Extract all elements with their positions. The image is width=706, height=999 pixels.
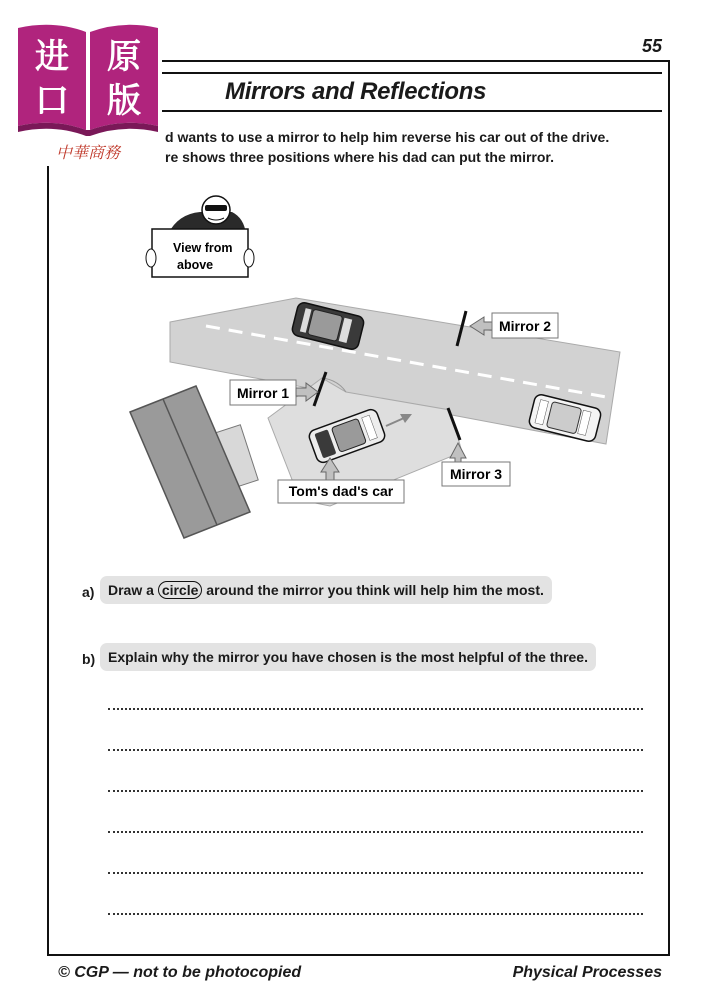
question-b-label: b) bbox=[82, 651, 96, 667]
badge-caption: 中華商務 bbox=[55, 145, 121, 162]
car-label: Tom's dad's car bbox=[288, 483, 394, 499]
sign-line-1: View from bbox=[173, 241, 233, 255]
badge-char-3: 口 bbox=[35, 82, 69, 120]
sunglasses-icon bbox=[205, 205, 227, 211]
badge-char-4: 版 bbox=[107, 82, 141, 120]
question-b bbox=[100, 643, 596, 671]
answer-line-4[interactable] bbox=[108, 831, 643, 833]
mirror-1-label: Mirror 1 bbox=[236, 385, 290, 401]
footer-section: Physical Processes bbox=[512, 964, 662, 981]
sign-line-2: above bbox=[177, 258, 214, 272]
intro-line-1: d wants to use a mirror to help him reverse his car out of the drive. bbox=[165, 129, 610, 145]
house bbox=[130, 386, 258, 538]
mirror-3-label: Mirror 3 bbox=[449, 466, 503, 482]
badge-char-1: 进 bbox=[35, 38, 69, 76]
answer-line-3[interactable] bbox=[108, 790, 643, 792]
character-with-sign bbox=[146, 196, 254, 277]
mirror-2-label: Mirror 2 bbox=[498, 318, 552, 334]
answer-line-1[interactable] bbox=[108, 708, 643, 710]
intro-line-2: re shows three positions where his dad can put the mirror. bbox=[165, 149, 554, 165]
question-a-post: around the mirror you think will help him the most. bbox=[206, 582, 544, 598]
question-b-text: Explain why the mirror you have chosen is the most helpful of the three. bbox=[108, 649, 588, 665]
question-a-circle-word: circle bbox=[158, 581, 203, 599]
page-number: 55 bbox=[641, 36, 662, 56]
question-a-pre: Draw a bbox=[108, 582, 154, 598]
footer-copyright: © CGP — not to be photocopied bbox=[58, 964, 302, 981]
page-title: Mirrors and Reflections bbox=[225, 78, 487, 105]
answer-line-5[interactable] bbox=[108, 872, 643, 874]
answer-line-2[interactable] bbox=[108, 749, 643, 751]
badge-char-2: 原 bbox=[107, 38, 141, 76]
question-a-label: a) bbox=[82, 584, 95, 600]
answer-line-6[interactable] bbox=[108, 913, 643, 915]
question-a bbox=[100, 576, 552, 604]
